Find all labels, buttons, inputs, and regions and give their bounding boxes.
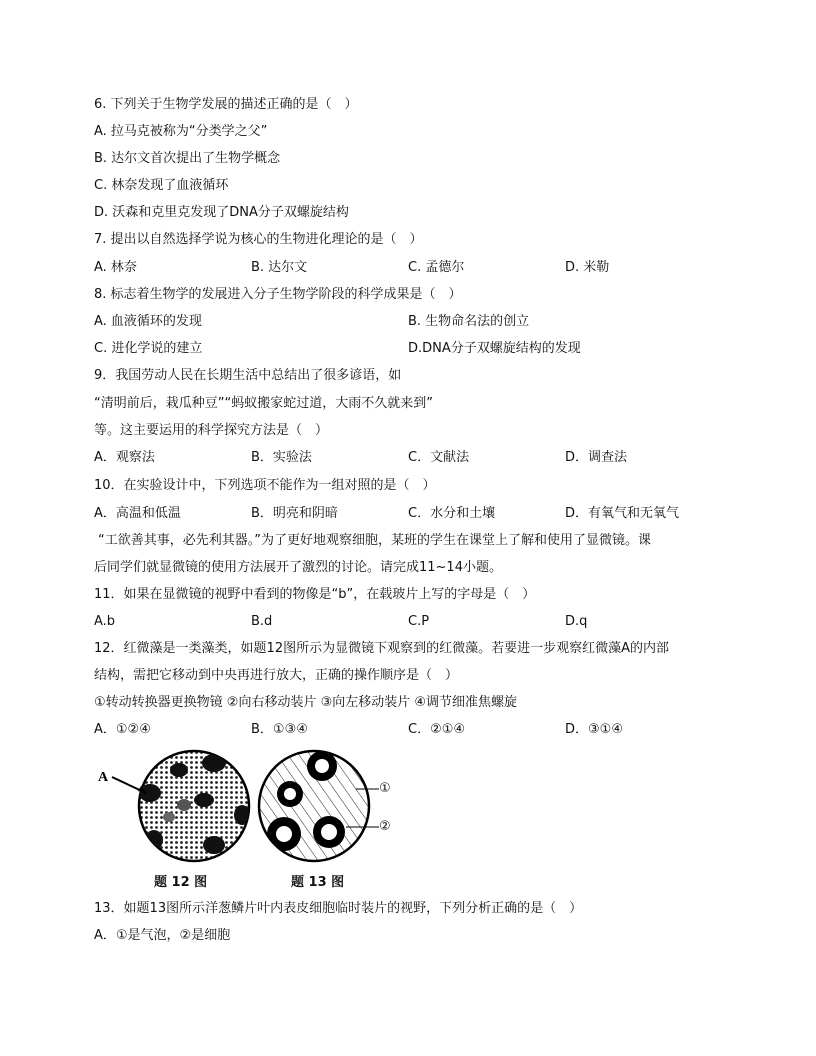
q9-line3: 等。这主要运用的科学探究方法是（ ）: [94, 423, 329, 438]
q7-stem: 7. 提出以自然选择学说为核心的生物进化理论的是（ ）: [94, 232, 423, 247]
q7-option-c: C. 孟德尔: [408, 260, 465, 275]
q8-option-d: D.DNA分子双螺旋结构的发现: [408, 341, 581, 356]
q11-option-c: C.P: [408, 614, 430, 629]
q8-option-a: A. 血液循环的发现: [94, 314, 202, 329]
q6-stem: 6. 下列关于生物学发展的描述正确的是（ ）: [94, 97, 358, 112]
figure-13-caption: 题 13 图: [291, 875, 345, 890]
q6-option-b: B. 达尔文首次提出了生物学概念: [94, 151, 281, 166]
q12-option-c: C．②①④: [408, 722, 466, 737]
q11-stem: 11．如果在显微镜的视野中看到的物像是“b”，在载玻片上写的字母是（ ）: [94, 587, 536, 602]
q12-option-d: D．③①④: [565, 722, 623, 737]
q13-stem: 13．如题13图所示洋葱鳞片叶内表皮细胞临时装片的视野，下列分析正确的是（ ）: [94, 901, 583, 916]
q10-option-d: D．有氧气和无氧气: [565, 506, 680, 521]
q11-option-b: B.d: [251, 614, 273, 629]
figure-13-view: [259, 751, 379, 861]
intro-line2: 后同学们就显微镜的使用方法展开了激烈的讨论。请完成11~14小题。: [94, 560, 502, 575]
figure-13-marker-2: ②: [379, 819, 391, 834]
q13-option-a: A．①是气泡，②是细胞: [94, 928, 231, 943]
q10-option-b: B．明亮和阴暗: [251, 506, 338, 521]
q7-option-b: B. 达尔文: [251, 260, 308, 275]
q7-option-d: D. 米勒: [565, 260, 610, 275]
q8-option-b: B. 生物命名法的创立: [408, 314, 530, 329]
q6-option-c: C. 林奈发现了血液循环: [94, 178, 229, 193]
q12-steps: ①转动转换器更换物镜 ②向右移动装片 ③向左移动装片 ④调节细准焦螺旋: [94, 695, 518, 710]
q10-option-c: C．水分和土壤: [408, 506, 496, 521]
q9-option-a: A．观察法: [94, 450, 155, 465]
figure-13-marker-1: ①: [379, 781, 391, 796]
q8-stem: 8. 标志着生物学的发展进入分子生物学阶段的科学成果是（ ）: [94, 287, 462, 302]
q11-option-a: A.b: [94, 614, 116, 629]
q9-option-b: B．实验法: [251, 450, 312, 465]
q9-option-d: D．调查法: [565, 450, 628, 465]
q9-stem: 9．我国劳动人民在长期生活中总结出了很多谚语，如: [94, 368, 402, 383]
q9-line2: “清明前后，栽瓜种豆”“蚂蚁搬家蛇过道，大雨不久就来到”: [94, 396, 433, 411]
q6-option-d: D. 沃森和克里克发现了DNA分子双螺旋结构: [94, 205, 349, 220]
figure-microscope-views: [94, 745, 424, 895]
figure-12-caption: 题 12 图: [154, 875, 208, 890]
q7-option-a: A. 林奈: [94, 260, 137, 275]
figure-illustration: [94, 745, 424, 895]
q9-option-c: C．文献法: [408, 450, 470, 465]
q10-stem: 10．在实验设计中，下列选项不能作为一组对照的是（ ）: [94, 478, 436, 493]
q8-option-c: C. 进化学说的建立: [94, 341, 203, 356]
figure-12-view: [112, 751, 250, 861]
q6-option-a: A. 拉马克被称为“分类学之父”: [94, 124, 268, 139]
q12-line2: 结构，需把它移动到中央再进行放大，正确的操作顺序是（ ）: [94, 668, 459, 683]
q11-option-d: D.q: [565, 614, 588, 629]
q10-option-a: A．高温和低温: [94, 506, 181, 521]
q12-option-b: B．①③④: [251, 722, 308, 737]
intro-line1: “工欲善其事，必先利其器。”为了更好地观察细胞，某班的学生在课堂上了解和使用了显微镜。课: [98, 533, 651, 548]
q12-stem: 12．红微藻是一类藻类，如题12图所示为显微镜下观察到的红微藻。若要进一步观察红微藻A的内部: [94, 641, 669, 656]
figure-12-label-a: A: [98, 770, 109, 785]
q12-option-a: A．①②④: [94, 722, 151, 737]
